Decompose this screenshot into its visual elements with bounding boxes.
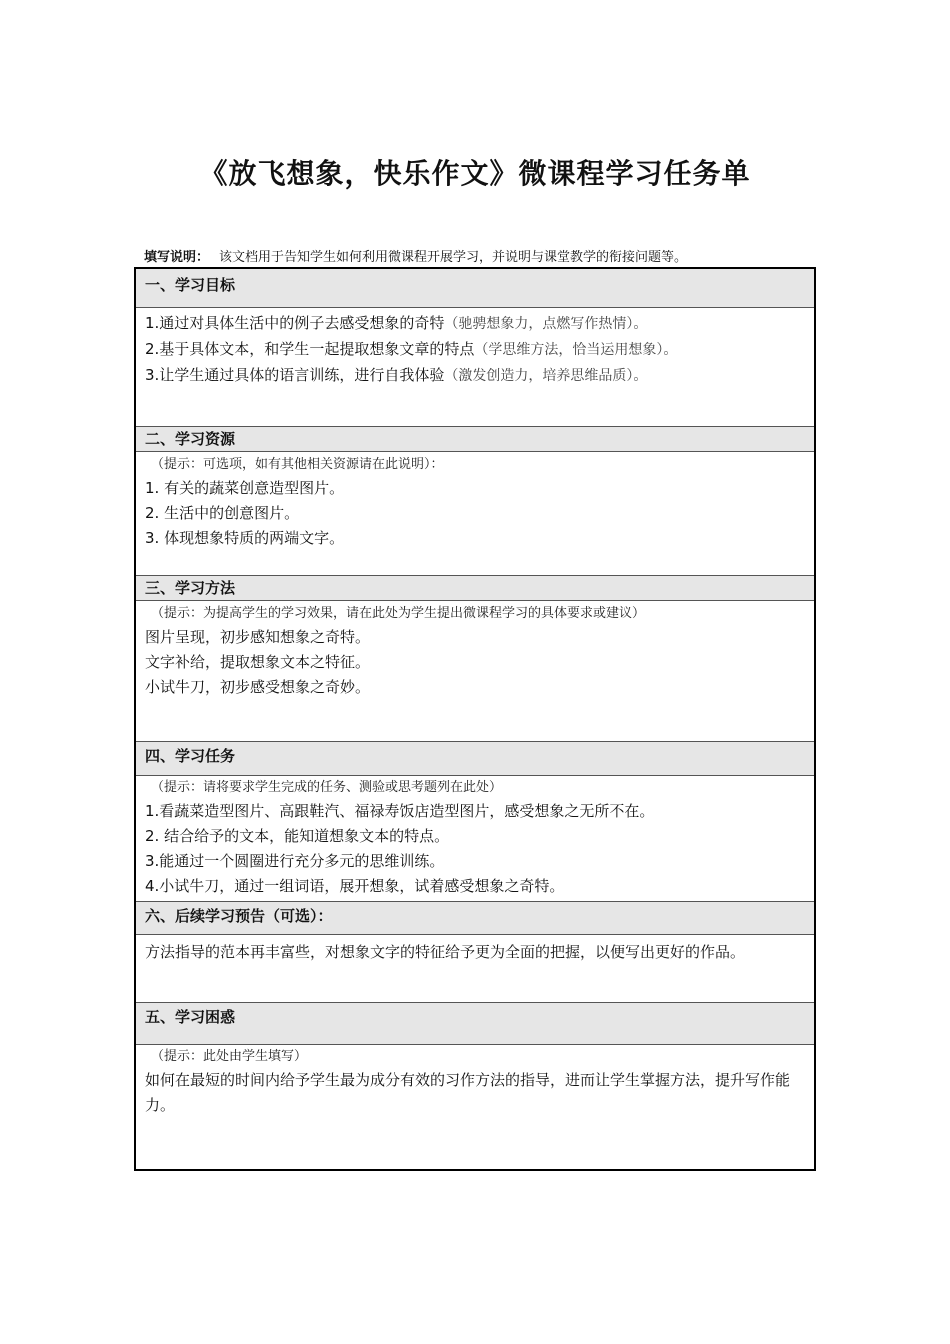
fill-instructions	[144, 246, 687, 265]
task-table	[134, 267, 816, 1171]
confusion-hint: （提示：此处由学生填写）	[151, 1049, 308, 1064]
confusion-body	[136, 1045, 814, 1169]
task-item: 3.能通过一个圆圈进行充分多元的思维训练。	[145, 852, 445, 870]
confusion-text: 如何在最短的时间内给予学生最为成分有效的习作方法的指导，进而让学生掌握方法，提升写作能力。	[145, 1071, 791, 1114]
goals-header: 一、学习目标	[136, 269, 814, 308]
resources-header: 二、学习资源	[136, 426, 814, 452]
fill-instructions-text: 该文档用于告知学生如何利用微课程开展学习，并说明与课堂教学的衔接问题等。	[219, 250, 688, 265]
resource-item: 2. 生活中的创意图片。	[145, 504, 300, 522]
method-item: 小试牛刀，初步感受想象之奇妙。	[145, 678, 371, 696]
resources-body	[136, 452, 814, 575]
preview-body	[136, 935, 814, 1002]
method-item: 文字补给，提取想象文本之特征。	[145, 653, 371, 671]
goals-body	[136, 308, 814, 426]
confusion-header: 五、学习困惑	[136, 1002, 814, 1045]
resource-item: 1. 有关的蔬菜创意造型图片。	[145, 479, 345, 497]
methods-header: 三、学习方法	[136, 575, 814, 601]
preview-header: 六、后续学习预告（可选）：	[136, 901, 814, 935]
task-item: 2. 结合给予的文本，能知道想象文本的特点。	[145, 827, 450, 845]
task-item: 4.小试牛刀，通过一组词语，展开想象，试着感受想象之奇特。	[145, 877, 565, 895]
tasks-hint: （提示：请将要求学生完成的任务、测验或思考题列在此处）	[151, 780, 503, 795]
goal-item: 1.通过对具体生活中的例子去感受想象的奇特（驰骋想象力，点燃写作热情）。	[145, 314, 648, 332]
method-item: 图片呈现，初步感知想象之奇特。	[145, 628, 371, 646]
methods-body	[136, 601, 814, 741]
methods-hint: （提示：为提高学生的学习效果，请在此处为学生提出微课程学习的具体要求或建议）	[151, 606, 646, 621]
task-item: 1.看蔬菜造型图片、高跟鞋汽、福禄寿饭店造型图片，感受想象之无所不在。	[145, 802, 655, 820]
goal-item: 3.让学生通过具体的语言训练，进行自我体验（激发创造力，培养思维品质）。	[145, 366, 648, 384]
resources-hint: （提示：可选项，如有其他相关资源请在此说明）：	[151, 457, 444, 472]
page-title: 《放飞想象，快乐作文》微课程学习任务单	[199, 157, 751, 190]
goal-item: 2.基于具体文本，和学生一起提取想象文章的特点（学思维方法，恰当运用想象）。	[145, 340, 678, 358]
preview-text: 方法指导的范本再丰富些，对想象文字的特征给予更为全面的把握，以便写出更好的作品。	[145, 943, 746, 961]
tasks-header: 四、学习任务	[136, 741, 814, 776]
resource-item: 3. 体现想象特质的两端文字。	[145, 529, 345, 547]
fill-instructions-label: 填写说明：	[144, 250, 210, 265]
tasks-body	[136, 776, 814, 901]
